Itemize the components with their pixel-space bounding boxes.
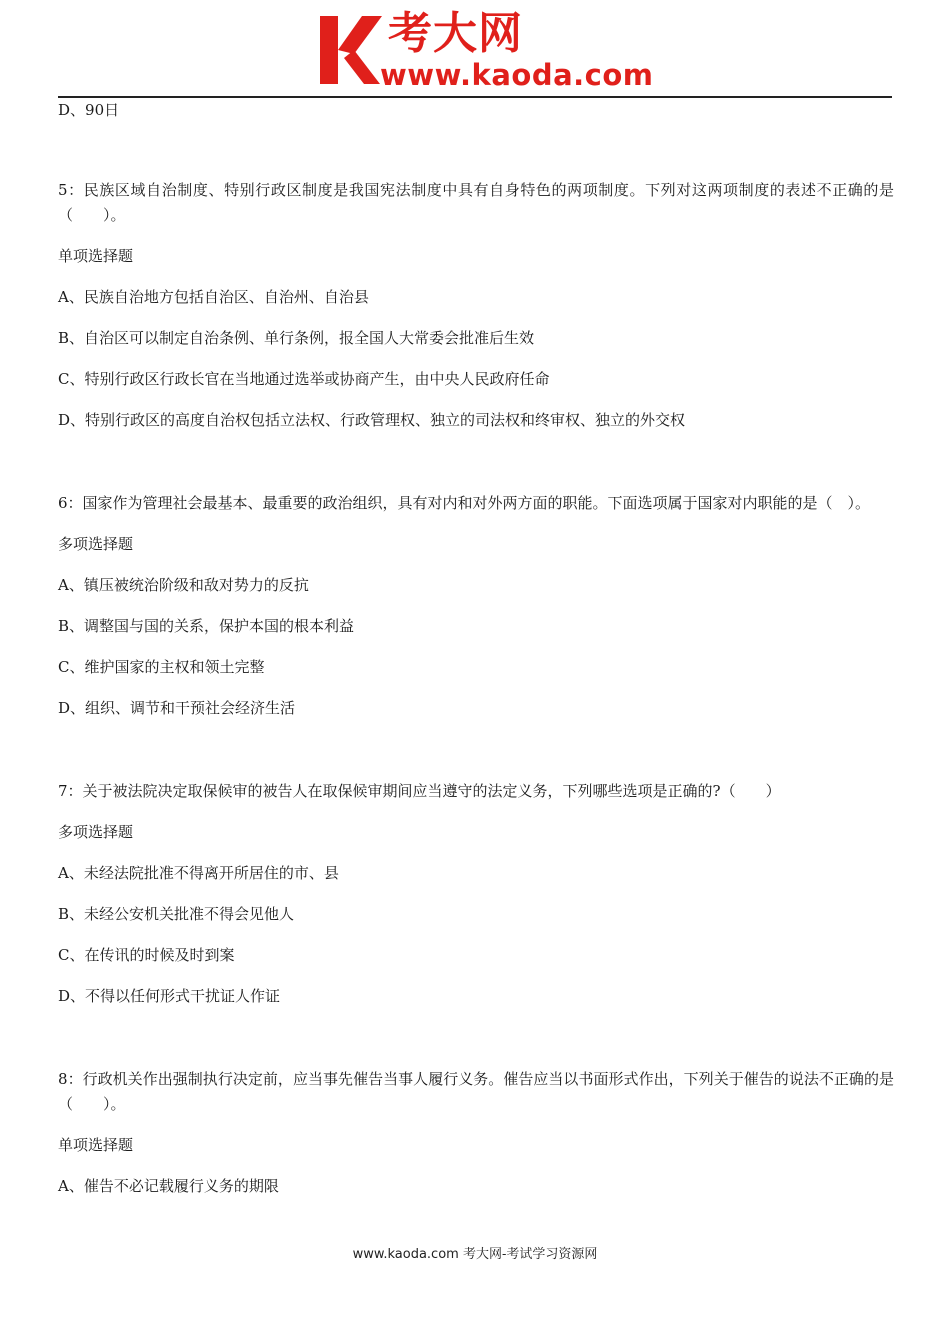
option-c: C、维护国家的主权和领土完整 [58, 658, 265, 676]
question-stem: 7：关于被法院决定取保候审的被告人在取保候审期间应当遵守的法定义务，下列哪些选项是正确的?（ ） [58, 782, 781, 800]
option-d: D、不得以任何形式干扰证人作证 [58, 987, 281, 1005]
question-type: 单项选择题 [58, 247, 134, 265]
previous-question-tail: D、90日 [58, 101, 120, 119]
question-type: 单项选择题 [58, 1136, 134, 1154]
logo-url-text: www.kaoda.com [380, 58, 654, 92]
logo-chinese-text: 考大网 [388, 8, 523, 59]
option-a: A、民族自治地方包括自治区、自治州、自治县 [58, 288, 369, 306]
question-type: 多项选择题 [58, 535, 134, 553]
question-6 [58, 491, 894, 721]
question-stem: 8：行政机关作出强制执行决定前，应当事先催告当事人履行义务。催告应当以书面形式作出，下列关于催告的说法不正确的是（ ）。 [58, 1070, 894, 1113]
option-d: D、特别行政区的高度自治权包括立法权、行政管理权、独立的司法权和终审权、独立的外交权 [58, 411, 686, 429]
option-a: A、未经法院批准不得离开所居住的市、县 [58, 864, 339, 882]
question-stem: 6：国家作为管理社会最基本、最重要的政治组织，具有对内和对外两方面的职能。下面选项属于国家对内职能的是（ ）。 [58, 494, 871, 512]
logo-k-mark-icon [318, 14, 384, 86]
page-footer [0, 1246, 950, 1264]
option-a: A、催告不必记载履行义务的期限 [58, 1177, 279, 1195]
question-type: 多项选择题 [58, 823, 134, 841]
option-b: B、未经公安机关批准不得会见他人 [58, 905, 295, 923]
option-d: D、组织、调节和干预社会经济生活 [58, 699, 296, 717]
footer-url: www.kaoda.com [352, 1247, 459, 1262]
option-b: B、自治区可以制定自治条例、单行条例，报全国人大常委会批准后生效 [58, 329, 535, 347]
question-7 [58, 779, 894, 1009]
site-logo [318, 8, 654, 92]
question-stem: 5：民族区域自治制度、特别行政区制度是我国宪法制度中具有自身特色的两项制度。下列对这两项制度的表述不正确的是（ ）。 [58, 181, 894, 224]
option-a: A、镇压被统治阶级和敌对势力的反抗 [58, 576, 309, 594]
question-8 [58, 1067, 894, 1199]
option-c: C、特别行政区行政长官在当地通过选举或协商产生，由中央人民政府任命 [58, 370, 550, 388]
option-c: C、在传讯的时候及时到案 [58, 946, 235, 964]
question-5 [58, 178, 894, 433]
footer-text: 考大网-考试学习资源网 [458, 1247, 598, 1262]
option-b: B、调整国与国的关系，保护本国的根本利益 [58, 617, 355, 635]
document-body [58, 98, 894, 1199]
